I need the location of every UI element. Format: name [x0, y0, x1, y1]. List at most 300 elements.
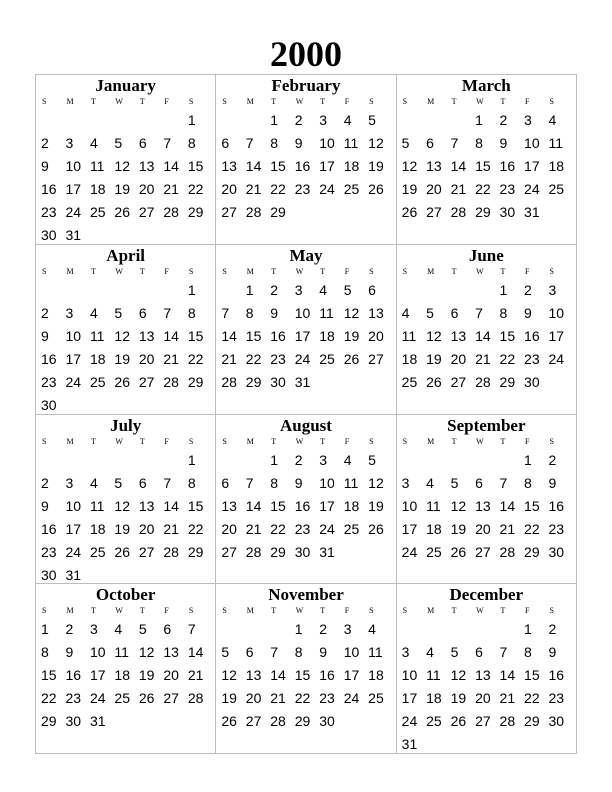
day-cell: 20: [426, 181, 442, 197]
weekday-label: W: [115, 436, 123, 446]
empty-day-cell: [138, 109, 162, 132]
day-cell: 28: [499, 713, 516, 730]
weekday-label: F: [525, 436, 530, 446]
day-cell: 29: [41, 713, 57, 730]
day-cell: 23: [294, 181, 311, 197]
day-cell: 12: [426, 327, 442, 344]
day-cell: 20: [138, 181, 155, 197]
day-cell: 30: [524, 373, 540, 390]
weekday-label: T: [90, 606, 96, 616]
empty-day-cell: [220, 109, 244, 132]
day-cell: 1: [187, 451, 196, 468]
day-cell: 26: [450, 543, 467, 560]
weekday-label: W: [476, 436, 484, 446]
day-cell: 1: [294, 621, 303, 638]
month-name: April: [106, 245, 146, 265]
day-cell: 22: [475, 181, 491, 197]
day-cell: 8: [524, 474, 532, 491]
day-cell: 5: [114, 135, 123, 151]
day-cell: 7: [245, 474, 254, 491]
weekday-label: T: [500, 97, 506, 106]
day-cell: 24: [89, 690, 106, 707]
empty-day-cell: [401, 279, 425, 302]
day-cell: 1: [524, 621, 532, 638]
day-cell: 17: [343, 667, 360, 684]
day-cell: 2: [41, 474, 49, 491]
day-cell: 15: [524, 667, 540, 684]
weekday-label: W: [115, 266, 123, 276]
day-cell: 27: [450, 373, 467, 390]
weekday-label: S: [549, 97, 554, 106]
day-cell: 7: [475, 304, 483, 321]
weekday-label: F: [164, 266, 169, 276]
weekday-label: M: [246, 266, 254, 276]
month-name: November: [268, 585, 344, 605]
day-cell: 15: [524, 497, 540, 514]
weekday-label: T: [90, 97, 96, 106]
day-cell: 3: [548, 281, 557, 298]
empty-day-cell: [220, 279, 244, 302]
day-cell: 1: [187, 112, 196, 128]
day-cell: 10: [401, 497, 418, 514]
day-cell: 24: [65, 543, 82, 560]
day-cell: 14: [245, 497, 262, 514]
day-cell: 27: [245, 713, 262, 730]
day-cell: 8: [475, 135, 483, 151]
day-cell: 23: [41, 373, 57, 390]
day-cell: 2: [270, 281, 279, 298]
day-cell: 6: [245, 644, 254, 661]
day-cell: 8: [41, 644, 49, 661]
weekday-label: F: [344, 266, 350, 276]
empty-day-cell: [113, 449, 137, 472]
day-cell: 21: [163, 350, 179, 367]
day-cell: 27: [221, 543, 237, 560]
month-january: [36, 75, 216, 245]
month-december: [397, 584, 577, 754]
day-cell: 8: [187, 304, 196, 321]
days-grid: [220, 618, 391, 751]
weekday-header: [220, 605, 391, 617]
weekday-label: W: [115, 606, 123, 616]
days-grid: [220, 279, 391, 412]
day-cell: 3: [65, 304, 74, 321]
day-cell: 4: [343, 451, 352, 468]
day-cell: 19: [114, 520, 130, 537]
weekday-header: [401, 266, 572, 278]
day-cell: 21: [499, 690, 516, 707]
day-cell: 6: [450, 304, 459, 321]
day-cell: 24: [319, 181, 335, 197]
weekday-label: S: [42, 266, 47, 276]
day-cell: 7: [245, 135, 254, 151]
day-cell: 6: [426, 135, 434, 151]
day-cell: 22: [294, 690, 311, 707]
day-cell: 19: [114, 350, 130, 367]
weekday-label: T: [320, 266, 326, 276]
empty-day-cell: [450, 449, 474, 472]
weekday-label: M: [246, 436, 254, 446]
day-cell: 18: [319, 327, 335, 344]
day-cell: 10: [548, 304, 565, 321]
day-cell: 25: [343, 520, 360, 537]
day-cell: 30: [548, 543, 565, 560]
day-cell: 1: [41, 621, 49, 638]
day-cell: 8: [187, 135, 196, 151]
month-name: May: [289, 245, 323, 265]
day-cell: 5: [426, 304, 434, 321]
day-cell: 22: [187, 520, 204, 537]
empty-day-cell: [401, 109, 425, 132]
weekday-label: S: [222, 436, 227, 446]
weekday-label: S: [188, 97, 194, 106]
day-cell: 25: [426, 713, 442, 730]
days-grid: [40, 279, 211, 412]
day-cell: 18: [426, 690, 442, 707]
empty-day-cell: [245, 449, 269, 472]
day-cell: 19: [114, 181, 130, 197]
day-cell: 23: [65, 690, 82, 707]
day-cell: 29: [187, 373, 204, 390]
day-cell: 29: [475, 204, 491, 220]
day-cell: 10: [294, 304, 311, 321]
day-cell: 21: [245, 520, 262, 537]
day-cell: 4: [343, 112, 352, 128]
day-cell: 24: [401, 713, 418, 730]
day-cell: 20: [221, 181, 237, 197]
weekday-label: W: [476, 97, 484, 106]
month-march: [397, 75, 577, 245]
day-cell: 15: [187, 327, 204, 344]
month-name: July: [110, 415, 142, 435]
day-cell: 9: [41, 327, 49, 344]
day-cell: 18: [89, 350, 106, 367]
day-cell: 26: [114, 204, 130, 220]
day-cell: 30: [41, 566, 57, 583]
month-name: February: [271, 76, 341, 95]
weekday-label: S: [222, 97, 227, 106]
day-cell: 16: [65, 667, 82, 684]
weekday-label: T: [139, 606, 145, 616]
day-cell: 10: [65, 158, 82, 174]
day-cell: 3: [65, 135, 74, 151]
day-cell: 28: [163, 543, 179, 560]
day-cell: 7: [163, 474, 172, 491]
day-cell: 16: [294, 158, 311, 174]
day-cell: 20: [368, 327, 384, 344]
day-cell: 18: [401, 350, 418, 367]
day-cell: 1: [524, 451, 532, 468]
day-cell: 24: [65, 373, 82, 390]
day-cell: 9: [524, 304, 532, 321]
weekday-label: T: [90, 266, 96, 276]
weekday-header: [40, 436, 211, 448]
day-cell: 29: [499, 373, 516, 390]
weekday-label: T: [271, 97, 277, 106]
day-cell: 29: [294, 713, 311, 730]
empty-day-cell: [425, 109, 449, 132]
day-cell: 18: [114, 667, 130, 684]
weekday-label: T: [500, 606, 506, 616]
weekday-label: S: [222, 606, 227, 616]
day-cell: 14: [163, 497, 179, 514]
day-cell: 12: [450, 667, 467, 684]
day-cell: 22: [41, 690, 57, 707]
weekday-label: S: [402, 266, 408, 276]
day-cell: 15: [475, 158, 491, 174]
empty-day-cell: [425, 449, 449, 472]
day-cell: 1: [270, 451, 279, 468]
day-cell: 2: [294, 112, 303, 128]
day-cell: 30: [294, 543, 311, 560]
day-cell: 6: [221, 474, 230, 491]
weekday-label: T: [271, 606, 277, 616]
day-cell: 22: [187, 350, 204, 367]
day-cell: 7: [270, 644, 279, 661]
weekday-label: F: [525, 266, 530, 276]
day-cell: 25: [426, 543, 442, 560]
day-cell: 4: [89, 135, 98, 151]
weekday-label: M: [66, 436, 74, 446]
day-cell: 15: [270, 497, 286, 514]
day-cell: 18: [426, 520, 442, 537]
day-cell: 3: [89, 621, 98, 638]
day-cell: 28: [245, 204, 262, 220]
day-cell: 9: [548, 644, 557, 661]
day-cell: 29: [524, 713, 540, 730]
day-cell: 9: [65, 644, 74, 661]
empty-day-cell: [162, 279, 186, 302]
day-cell: 10: [65, 327, 82, 344]
day-cell: 29: [187, 204, 204, 220]
day-cell: 2: [548, 451, 557, 468]
empty-day-cell: [89, 279, 113, 302]
weekday-label: S: [369, 436, 374, 446]
day-cell: 10: [89, 644, 106, 661]
day-cell: 13: [245, 667, 262, 684]
day-cell: 26: [114, 543, 130, 560]
day-cell: 8: [524, 644, 532, 661]
day-cell: 15: [294, 667, 311, 684]
day-cell: 30: [548, 713, 565, 730]
empty-day-cell: [40, 109, 64, 132]
day-cell: 1: [245, 281, 254, 298]
empty-day-cell: [499, 618, 523, 641]
weekday-label: F: [164, 606, 169, 616]
day-cell: 10: [319, 135, 335, 151]
day-cell: 5: [450, 474, 459, 491]
empty-day-cell: [450, 279, 474, 302]
day-cell: 15: [41, 667, 57, 684]
day-cell: 8: [245, 304, 254, 321]
day-cell: 11: [343, 135, 359, 151]
day-cell: 8: [499, 304, 508, 321]
year-title: 2000: [270, 34, 342, 74]
day-cell: 13: [426, 158, 442, 174]
day-cell: 28: [270, 713, 286, 730]
weekday-label: T: [320, 97, 326, 106]
weekday-label: S: [549, 606, 554, 616]
day-cell: 20: [475, 520, 491, 537]
day-cell: 9: [319, 644, 328, 661]
weekday-label: F: [344, 97, 350, 106]
day-cell: 17: [65, 520, 82, 537]
day-cell: 14: [163, 327, 179, 344]
day-cell: 1: [499, 281, 508, 298]
empty-day-cell: [64, 449, 88, 472]
empty-day-cell: [113, 109, 137, 132]
day-cell: 1: [187, 281, 196, 298]
day-cell: 11: [343, 474, 359, 491]
day-cell: 8: [270, 135, 279, 151]
day-cell: 11: [426, 667, 441, 684]
day-cell: 9: [41, 158, 49, 174]
days-grid: [220, 109, 391, 242]
day-cell: 9: [294, 135, 303, 151]
day-cell: 27: [221, 204, 237, 220]
day-cell: 12: [221, 667, 237, 684]
day-cell: 22: [270, 181, 286, 197]
day-cell: 6: [475, 644, 483, 661]
weekday-label: S: [42, 436, 47, 446]
day-cell: 5: [138, 621, 147, 638]
weekday-header: [40, 266, 211, 278]
day-cell: 22: [524, 520, 540, 537]
month-name: September: [447, 415, 526, 435]
day-cell: 13: [138, 497, 155, 514]
month-november: [216, 584, 396, 754]
weekday-label: T: [451, 97, 457, 106]
day-cell: 9: [41, 497, 49, 514]
empty-day-cell: [499, 449, 523, 472]
day-cell: 9: [270, 304, 279, 321]
day-cell: 25: [343, 181, 360, 197]
day-cell: 16: [319, 667, 335, 684]
day-cell: 19: [368, 158, 384, 174]
empty-day-cell: [89, 109, 113, 132]
day-cell: 18: [548, 158, 565, 174]
weekday-label: M: [427, 606, 435, 616]
day-cell: 16: [524, 327, 540, 344]
day-cell: 11: [426, 497, 441, 514]
weekday-label: T: [451, 266, 457, 276]
day-cell: 14: [270, 667, 286, 684]
day-cell: 12: [138, 644, 155, 661]
day-cell: 27: [138, 204, 155, 220]
weekday-header: [401, 605, 572, 617]
weekday-header: [401, 436, 572, 448]
day-cell: 23: [270, 350, 286, 367]
day-cell: 22: [524, 690, 540, 707]
weekday-label: S: [42, 606, 47, 616]
day-cell: 3: [294, 281, 303, 298]
day-cell: 3: [319, 451, 328, 468]
day-cell: 17: [65, 350, 82, 367]
day-cell: 13: [475, 497, 491, 514]
day-cell: 26: [221, 713, 237, 730]
day-cell: 12: [450, 497, 467, 514]
day-cell: 16: [499, 158, 516, 174]
day-cell: 22: [270, 520, 286, 537]
day-cell: 16: [548, 667, 565, 684]
day-cell: 21: [270, 690, 286, 707]
day-cell: 10: [65, 497, 82, 514]
empty-day-cell: [474, 279, 498, 302]
day-cell: 31: [524, 204, 540, 220]
day-cell: 2: [41, 135, 49, 151]
empty-day-cell: [40, 279, 64, 302]
day-cell: 19: [450, 520, 467, 537]
day-cell: 4: [426, 474, 434, 491]
day-cell: 10: [319, 474, 335, 491]
weekday-label: T: [500, 436, 506, 446]
empty-day-cell: [220, 449, 244, 472]
weekday-label: S: [188, 606, 194, 616]
day-cell: 31: [319, 543, 335, 560]
day-cell: 20: [221, 520, 237, 537]
day-cell: 31: [294, 373, 311, 390]
day-cell: 11: [319, 304, 334, 321]
empty-day-cell: [401, 449, 425, 472]
day-cell: 21: [475, 350, 491, 367]
day-cell: 13: [138, 327, 155, 344]
weekday-label: T: [90, 436, 96, 446]
day-cell: 17: [401, 690, 418, 707]
weekday-label: S: [222, 266, 227, 276]
day-cell: 4: [89, 304, 98, 321]
day-cell: 4: [368, 621, 376, 638]
day-cell: 6: [221, 135, 230, 151]
day-cell: 26: [114, 373, 130, 390]
day-cell: 28: [163, 373, 179, 390]
day-cell: 31: [65, 566, 82, 583]
day-cell: 6: [368, 281, 376, 298]
weekday-label: S: [549, 266, 554, 276]
weekday-label: M: [66, 606, 74, 616]
day-cell: 15: [270, 158, 286, 174]
weekday-label: T: [451, 606, 457, 616]
month-august: [216, 415, 396, 585]
weekday-label: W: [295, 436, 304, 446]
day-cell: 27: [368, 350, 384, 367]
empty-day-cell: [40, 449, 64, 472]
day-cell: 13: [221, 158, 237, 174]
day-cell: 23: [499, 181, 516, 197]
weekday-label: F: [164, 97, 169, 106]
day-cell: 7: [499, 474, 508, 491]
weekday-label: S: [369, 97, 374, 106]
day-cell: 21: [221, 350, 237, 367]
day-cell: 9: [294, 474, 303, 491]
empty-day-cell: [425, 618, 449, 641]
day-cell: 29: [524, 543, 540, 560]
month-name: March: [461, 76, 511, 95]
day-cell: 11: [548, 135, 564, 151]
day-cell: 13: [138, 158, 155, 174]
day-cell: 16: [294, 497, 311, 514]
day-cell: 7: [163, 304, 172, 321]
day-cell: 13: [475, 667, 491, 684]
weekday-label: T: [271, 436, 277, 446]
month-name: January: [95, 76, 156, 95]
weekday-label: S: [549, 436, 554, 446]
day-cell: 25: [548, 181, 565, 197]
day-cell: 22: [187, 181, 204, 197]
day-cell: 21: [245, 181, 262, 197]
day-cell: 9: [548, 474, 557, 491]
day-cell: 24: [401, 543, 418, 560]
weekday-label: M: [66, 266, 74, 276]
